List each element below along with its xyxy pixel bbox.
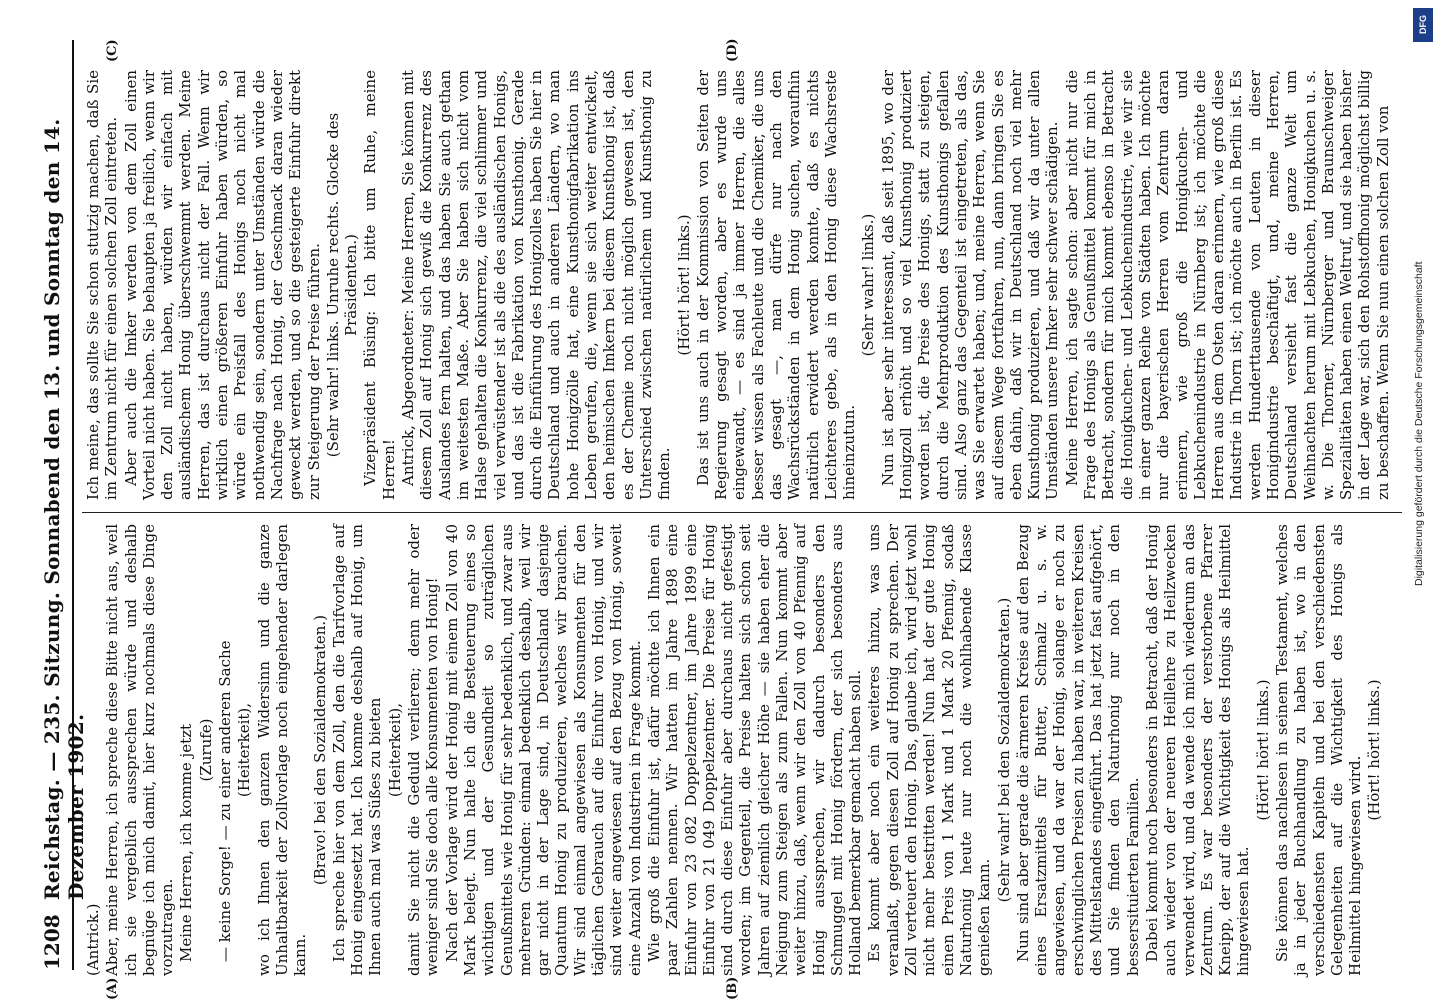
page-title: Reichstag. — 235. Sitzung. Sonnabend den 13. und Sonntag den 14. Dezember 1902. (40, 118, 88, 900)
paragraph: (Sehr wahr! links.) (859, 213, 878, 357)
paragraph: Vizepräsident Büsing: Ich bitte um Ruhe, meine Herren! (361, 70, 398, 500)
paragraph: Dabei kommt noch besonders in Betracht, daß der Honig auch wieder von der neueren Heillehre zu Heilzwecken verwendet wird, und da wende ich mich wiederum an das Zentrum. Es war besonders der verstorbene Pfarrer Kneipp, der auf die Wichtigkeit des Honigs als Heilmittel hingewiesen hat. (1142, 524, 1253, 976)
paragraph: Sie können das nachlesen in seinem Testament, welches ja in jeder Buchhandlung zu haben ist, wo in den verschiedensten Kapiteln und bei den verschiedensten Gelegenheiten auf die Wichtigkeit des Honigs als Heilmittel hingewiesen wird. (1273, 524, 1365, 976)
column-divider (82, 512, 1402, 513)
left-column (84, 524, 1404, 976)
paragraph: (Antrick.) (84, 903, 102, 976)
paragraph: damit Sie nicht die Geduld verlieren; denn mehr oder weniger sind Sie doch alle Konsumenten von Honig! (405, 524, 442, 976)
paragraph: (Sehr wahr! bei den Sozialdemokraten.) (994, 597, 1013, 903)
paragraph: (Hört! hört! links.) (1253, 679, 1272, 821)
margin-marker-a: (A) (105, 977, 120, 1000)
paragraph: Es kommt aber noch ein weiteres hinzu, was uns veranlaßt, gegen diesen Zoll auf Honig zu sprechen. Der Zoll verteuert den Honig. Das, glaube ich, wird jetzt wohl nicht mehr bestritten werden! Nun hat der gute Honig einen Preis von 1 Mark und 1 Mark 20 Pfennig, sodaß Naturhonig heute nur noch die wohlhabende Klasse genießen kann. (865, 524, 994, 976)
paragraph: (Heiterkeit), (235, 702, 254, 798)
paragraph: (Hört! hört! links.) (1365, 679, 1384, 821)
margin-marker-d: (D) (725, 38, 740, 62)
paragraph: Aber, meine Herren, ich spreche diese Bitte nicht aus, weil ich sie vergeblich aussprechen würde und deshalb begnüge ich mich damit, hier kurz nochmals diese Dinge vorzutragen. (103, 524, 177, 976)
paragraph: Nun sind aber gerade die ärmeren Kreise auf den Bezug eines Ersatzmittels für Butter, Schmalz u. s. w. angewiesen, und da war der Honig, solange er noch zu erschwinglichen Preisen zu haben war, in weiteren Kreisen des Mittelstandes eingeführt. Das hat jetzt fast aufgehört, und Sie finden den Naturhonig nur noch in den bessersituierten Familien. (1013, 524, 1142, 976)
paragraph: (Heiterkeit), (385, 702, 404, 798)
digitization-credit: Digitalisierung gefördert durch die Deutsche Forschungsgemeinschaft (1413, 261, 1425, 586)
paragraph: (Sehr wahr! links. Unruhe rechts. Glocke des Präsidenten.) (323, 112, 361, 458)
paragraph: Ich meine, das sollte Sie schon stutzig machen, daß Sie im Zentrum nicht für einen solchen Zoll eintreten. (84, 70, 121, 500)
paragraph: (Zurufe) (196, 718, 215, 782)
paragraph: — keine Sorge! — zu einer anderen Sache (216, 640, 235, 962)
margin-marker-b: (B) (725, 976, 740, 1000)
dfg-logo: DFG (1413, 8, 1433, 42)
header-rule (72, 40, 74, 970)
paragraph: Antrick, Abgeordneter: Meine Herren, Sie können mit diesem Zoll auf Honig sich gewiß die Konkurrenz des Auslandes fern halten, und das haben Sie auch gethan im weitesten Maße. Aber Sie haben sich nicht vom Halse gehalten die Konkurrenz, die viel schlimmer und viel verwüstender ist als die des ausländischen Honigs, und das ist die Fabrikation von Kunsthonig. Gerade durch die Einführung des Honigzolles haben Sie hier in Deutschland und auch in anderen Ländern, wo man hohe Honigzölle hat, eine Kunsthonigfabrikation ins Leben gerufen, die, wenn sie sich weiter entwickelt, den heimischen Imkern bei diesem Kunsthonig ist, daß es der Chemie noch nicht möglich gewesen ist, den Unterschied zwischen natürlichem und Kunsthonig zu finden. (399, 70, 674, 500)
paragraph: Aber auch die Imker werden von dem Zoll einen Vorteil nicht haben. Sie behaupten ja freilich, wenn wir den Zoll nicht haben, würden wir einfach mit ausländischem Honig überschwemmt werden. Meine Herren, das ist durchaus nicht der Fall. Wenn wir wirklich einen größeren Einfuhr haben würden, so würde ein Preisfall des Honigs noch nicht mal nothwendig sein, sondern unter Umständen würde die Nachfrage nach Honig, der Geschmack daran wieder geweckt werden, und so die gesteigerte Einfuhr direkt zur Steigerung der Preise führen. (121, 70, 323, 500)
right-column (84, 70, 1404, 500)
paragraph: Meine Herren, ich komme jetzt (177, 723, 196, 962)
paragraph: (Bravo! bei den Sozialdemokraten.) (310, 614, 329, 886)
page-header (36, 40, 88, 970)
paragraph: Wie groß die Einfuhr ist, dafür möchte ich Ihnen ein paar Zahlen nennen. Wir hatten im Jahre 1898 eine Einfuhr von 23 082 Doppelzentner, im Jahre 1899 eine Einfuhr von 21 049 Doppelzentner. Die Preise für Honig sind durch diese Einfuhr aber durchaus nicht gefestigt worden; im Gegenteil, die Preise halten sich schon seit Jahren auf ziemlich gleicher Höhe — sie haben eher die Neigung zum Steigen als zum Fallen. Nun kommt aber weiter hinzu, daß, wenn wir den Zoll von 40 Pfennig auf Honig aussprechen, wir dadurch besonders den Schmuggel mit Honig fördern, der sich besonders aus Holland bemerkbar gemacht haben soll. (644, 524, 865, 976)
paragraph: Das ist uns auch in der Kommission von Seiten der Regierung gesagt worden, aber es wurde uns eingewandt, — es sind ja immer Herren, die alles besser wissen als Fachleute und die Chemiker, die uns das gesagt —, man dürfe nur nach den Wachsrückständen in dem Honig suchen, woraufhin natürlich erwidert werden konnte, daß es nichts Leichteres gebe, als in den Honig diese Wachsreste hineinzutun. (693, 70, 859, 500)
paragraph: Nun ist aber sehr interessant, daß seit 1895, wo der Honigzoll erhöht und so viel Kunsthonig produziert worden ist, die Preise des Honigs, statt zu steigen, durch die Mehrproduktion des Kunsthonigs gefallen sind. Also ganz das Gegenteil ist eingetreten, als das, was Sie erwartet haben; und, meine Herren, wenn Sie auf diesem Wege fortfahren, nun, dann bringen Sie es eben dahin, daß wir in Deutschland noch viel mehr Kunsthonig produzieren, und daß wir da unter allen Umständen unsere Imker sehr schwer schädigen. (878, 70, 1062, 500)
paragraph: wo ich Ihnen den ganzen Widersinn und die ganze Unhaltbarkeit der Zollvorlage noch eingehender darlegen kann. (254, 524, 310, 976)
paragraph: Meine Herren, ich sagte schon: aber nicht nur die Frage des Honigs als Genußmittel kommt für mich in Betracht, sondern für mich kommt ebenso in Betracht die Honigkuchen- und Lebkuchenindustrie, wie wir sie in einer ganzen Reihe von Städten haben. Ich möchte nur die bayerischen Herren vom Zentrum daran erinnern, wie groß die Honigkuchen- und Lebkuchenindustrie in Nürnberg ist; ich möchte die Herren aus dem Osten daran erinnern, wie groß diese Industrie in Thorn ist; ich möchte auch in Berlin ist. Es werden Hunderttausende von Leuten in dieser Honigindustrie beschäftigt, und, meine Herren, Deutschland versieht fast die ganze Welt um Weihnachten herum mit Lebkuchen, Honigkuchen u. s. w. Die Thorner, Nürnberger und Braunschweiger Spezialitäten haben einen Weltruf, und sie haben bisher in der Lage war, sich den Rohstoffhonig möglichst billig zu beschaffen. Wenn Sie nun einen solchen Zoll von (1062, 70, 1392, 500)
page-number: 1208 (40, 914, 64, 970)
margin-marker-c: (C) (105, 39, 120, 62)
paragraph: Ich spreche hier von dem Zoll, den die Tarifvorlage auf Honig eingesetzt hat. Ich komme deshalb auf Honig, um Ihnen auch mal was Süßes zu bieten (329, 524, 385, 976)
paragraph: (Hört! hört! links.) (674, 214, 693, 356)
paragraph: Nach der Vorlage wird der Honig mit einem Zoll von 40 Mark belegt. Nun halte ich die Besteuerung eines so wichtigen und der Gesundheit so zuträglichen Genußmittels wie Honig für sehr bedenklich, und zwar aus mehreren Gründen: einmal bedenklich deshalb, weil wir gar nicht in der Lage sind, in Deutschland dasjenige Quantum Honig zu produzieren, welches wir brauchen. Wir sind einmal angewiesen als Konsumenten für den täglichen Gebrauch auf die Einfuhr von Honig, und wir sind weiter angewiesen auf den Bezug von Honig, soweit eine Anzahl von Industrien in Frage kommt. (442, 524, 644, 976)
